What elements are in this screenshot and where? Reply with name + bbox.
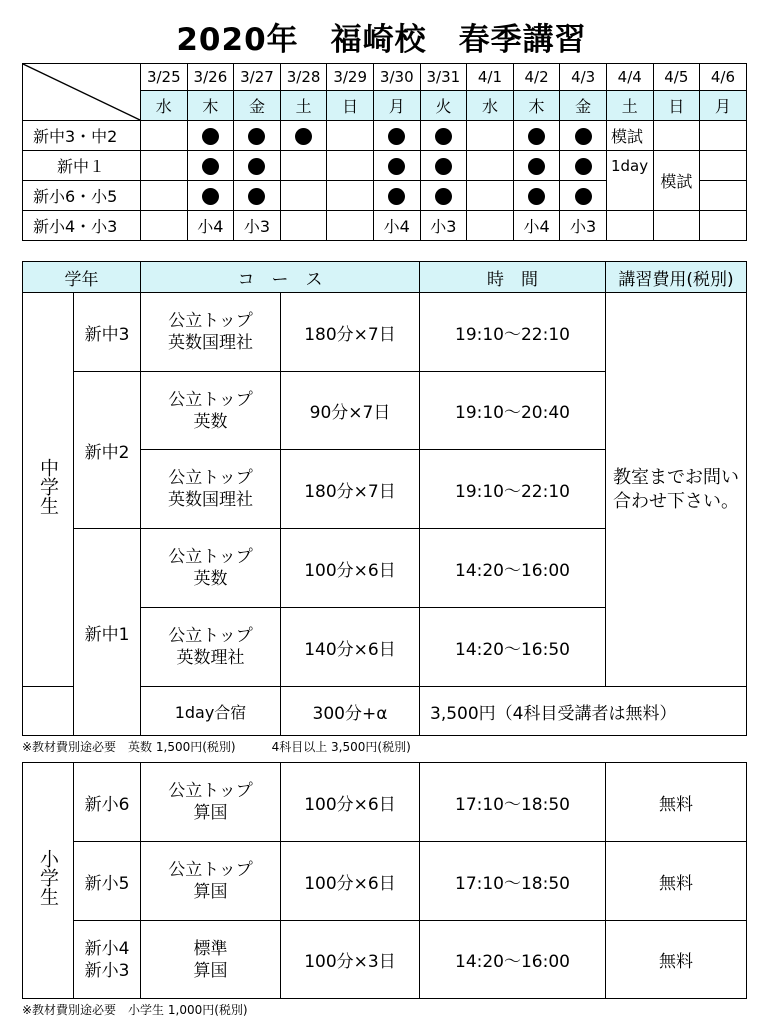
day-cell	[280, 181, 327, 211]
weekday-cell: 日	[653, 91, 700, 121]
course-cell: 公立トップ 英数	[141, 529, 281, 608]
date-cell: 4/3	[560, 64, 607, 91]
session-dot-icon	[248, 188, 265, 205]
time-cell: 19:10〜20:40	[420, 372, 606, 450]
weekday-cell: 火	[420, 91, 467, 121]
date-cell: 3/30	[373, 64, 420, 91]
day-cell	[280, 211, 327, 241]
table-row	[23, 763, 747, 842]
day-cell	[653, 121, 700, 151]
course-cell: 公立トップ 英数理社	[141, 608, 281, 687]
weekday-cell: 土	[606, 91, 653, 121]
day-cell	[420, 181, 467, 211]
date-cell: 3/25	[141, 64, 188, 91]
session-dot-icon	[388, 128, 405, 145]
day-cell	[513, 181, 560, 211]
day-cell	[327, 121, 374, 151]
table-row	[23, 293, 747, 372]
weekday-cell: 土	[280, 91, 327, 121]
session-dot-icon	[435, 188, 452, 205]
group-label-elementary	[23, 763, 74, 999]
duration-cell: 140分×6日	[281, 608, 420, 687]
duration-cell: 90分×7日	[281, 372, 420, 450]
time-cell: 17:10〜18:50	[420, 763, 606, 842]
day-cell	[373, 121, 420, 151]
day-cell	[327, 211, 374, 241]
time-cell: 14:20〜16:50	[420, 608, 606, 687]
session-dot-icon	[575, 158, 592, 175]
fee-cell: 3,500円（4科目受講者は無料）	[420, 687, 747, 736]
elementary-materials-note: ※教材費別途必要 小学生 1,000円(税別)	[22, 1003, 248, 1017]
session-dot-icon	[202, 188, 219, 205]
date-cell: 4/2	[513, 64, 560, 91]
day-cell	[606, 211, 653, 241]
calendar-row-elem-4-3	[23, 211, 747, 241]
date-cell: 3/28	[280, 64, 327, 91]
grade-cell: 新中1	[74, 529, 141, 736]
day-cell	[141, 121, 188, 151]
mock-exam-cell: 模試	[606, 121, 653, 151]
junior-high-course-table	[22, 261, 747, 736]
day-cell	[234, 151, 281, 181]
weekday-cell: 木	[513, 91, 560, 121]
day-cell: 小3	[560, 211, 607, 241]
day-cell: 小4	[373, 211, 420, 241]
date-cell: 3/31	[420, 64, 467, 91]
duration-cell: 100分×6日	[281, 842, 420, 921]
day-cell	[420, 121, 467, 151]
date-cell: 4/1	[467, 64, 514, 91]
duration-cell: 180分×7日	[281, 450, 420, 529]
date-cell: 4/4	[606, 64, 653, 91]
course-cell: 公立トップ 算国	[141, 842, 281, 921]
fee-cell	[606, 293, 747, 687]
day-cell	[327, 151, 374, 181]
date-cell: 4/6	[700, 64, 747, 91]
course-cell: 公立トップ 英数国理社	[141, 293, 281, 372]
oneday-cell: 1day	[606, 151, 653, 211]
day-cell: 小4	[513, 211, 560, 241]
date-row	[23, 64, 747, 91]
day-cell	[560, 121, 607, 151]
day-cell	[700, 121, 747, 151]
fee-cell: 無料	[606, 921, 747, 999]
day-cell	[141, 151, 188, 181]
course-cell: 公立トップ 英数	[141, 372, 281, 450]
header-fee: 講習費用(税別)	[606, 262, 747, 293]
day-cell	[467, 151, 514, 181]
row-label: 新小4・小3	[23, 211, 141, 241]
day-cell	[513, 151, 560, 181]
day-cell	[187, 181, 234, 211]
header-grade: 学年	[23, 262, 141, 293]
group-label-junior-cont	[23, 687, 74, 736]
day-cell: 小3	[234, 211, 281, 241]
time-cell: 14:20〜16:00	[420, 921, 606, 999]
table-row	[23, 921, 747, 999]
session-dot-icon	[202, 158, 219, 175]
day-cell	[373, 181, 420, 211]
schedule-calendar	[22, 63, 747, 241]
duration-cell: 100分×6日	[281, 529, 420, 608]
session-dot-icon	[295, 128, 312, 145]
session-dot-icon	[248, 128, 265, 145]
day-cell	[280, 151, 327, 181]
day-cell	[234, 121, 281, 151]
grade-cell: 新小4 新小3	[74, 921, 141, 999]
row-label: 新中3・中2	[23, 121, 141, 151]
session-dot-icon	[435, 158, 452, 175]
row-label: 新小6・小5	[23, 181, 141, 211]
day-cell	[141, 211, 188, 241]
day-cell: 小3	[420, 211, 467, 241]
elementary-course-table	[22, 762, 747, 999]
session-dot-icon	[388, 158, 405, 175]
fee-cell: 無料	[606, 842, 747, 921]
time-cell: 19:10〜22:10	[420, 293, 606, 372]
header-course: コ ー ス	[141, 262, 420, 293]
calendar-row-junior-1	[23, 151, 747, 181]
fee-note: 教室までお問い合わせ下さい。	[613, 466, 739, 512]
day-cell	[700, 211, 747, 241]
session-dot-icon	[528, 128, 545, 145]
weekday-cell: 金	[560, 91, 607, 121]
day-cell	[513, 121, 560, 151]
duration-cell: 300分+α	[281, 687, 420, 736]
day-cell	[280, 121, 327, 151]
day-cell: 小4	[187, 211, 234, 241]
grade-cell: 新小6	[74, 763, 141, 842]
session-dot-icon	[575, 188, 592, 205]
day-cell	[467, 181, 514, 211]
weekday-cell: 水	[467, 91, 514, 121]
mock-exam-cell: 模試	[653, 151, 700, 211]
junior-materials-note: ※教材費別途必要 英数 1,500円(税別) 4科目以上 3,500円(税別)	[22, 740, 411, 754]
weekday-cell: 金	[234, 91, 281, 121]
day-cell	[560, 151, 607, 181]
day-cell	[234, 181, 281, 211]
date-cell: 3/29	[327, 64, 374, 91]
weekday-cell: 月	[700, 91, 747, 121]
calendar-row-junior-3-2	[23, 121, 747, 151]
header-time: 時 間	[420, 262, 606, 293]
duration-cell: 100分×6日	[281, 763, 420, 842]
day-cell	[653, 211, 700, 241]
time-cell: 19:10〜22:10	[420, 450, 606, 529]
session-dot-icon	[435, 128, 452, 145]
grade-cell: 新小5	[74, 842, 141, 921]
grade-cell: 新中2	[74, 372, 141, 529]
duration-cell: 180分×7日	[281, 293, 420, 372]
day-cell	[467, 121, 514, 151]
day-cell	[560, 181, 607, 211]
session-dot-icon	[248, 158, 265, 175]
grade-cell: 新中3	[74, 293, 141, 372]
table-row	[23, 842, 747, 921]
weekday-cell: 木	[187, 91, 234, 121]
weekday-cell: 月	[373, 91, 420, 121]
corner-cell	[23, 64, 141, 121]
diagonal-line	[23, 64, 140, 120]
day-cell	[420, 151, 467, 181]
day-cell	[187, 121, 234, 151]
time-cell: 17:10〜18:50	[420, 842, 606, 921]
day-cell	[141, 181, 188, 211]
duration-cell: 100分×3日	[281, 921, 420, 999]
page-title: 2020年 福崎校 春季講習	[176, 22, 587, 58]
session-dot-icon	[202, 128, 219, 145]
course-cell: 公立トップ 算国	[141, 763, 281, 842]
date-cell: 4/5	[653, 64, 700, 91]
fee-cell: 無料	[606, 763, 747, 842]
group-label-text: 小学生	[37, 849, 59, 906]
course-cell: 標準 算国	[141, 921, 281, 999]
session-dot-icon	[528, 188, 545, 205]
session-dot-icon	[528, 158, 545, 175]
date-cell: 3/26	[187, 64, 234, 91]
weekday-cell: 水	[141, 91, 188, 121]
day-cell	[700, 181, 747, 211]
day-cell	[373, 151, 420, 181]
group-label-junior	[23, 293, 74, 687]
day-cell	[187, 151, 234, 181]
day-cell	[327, 181, 374, 211]
weekday-cell: 日	[327, 91, 374, 121]
course-cell: 公立トップ 英数国理社	[141, 450, 281, 529]
time-cell: 14:20〜16:00	[420, 529, 606, 608]
day-cell	[700, 151, 747, 181]
day-cell	[467, 211, 514, 241]
group-label-text: 中学生	[37, 458, 59, 515]
session-dot-icon	[575, 128, 592, 145]
session-dot-icon	[388, 188, 405, 205]
course-cell: 1day合宿	[141, 687, 281, 736]
date-cell: 3/27	[234, 64, 281, 91]
row-label: 新中１	[23, 151, 141, 181]
table-header-row	[23, 262, 747, 293]
